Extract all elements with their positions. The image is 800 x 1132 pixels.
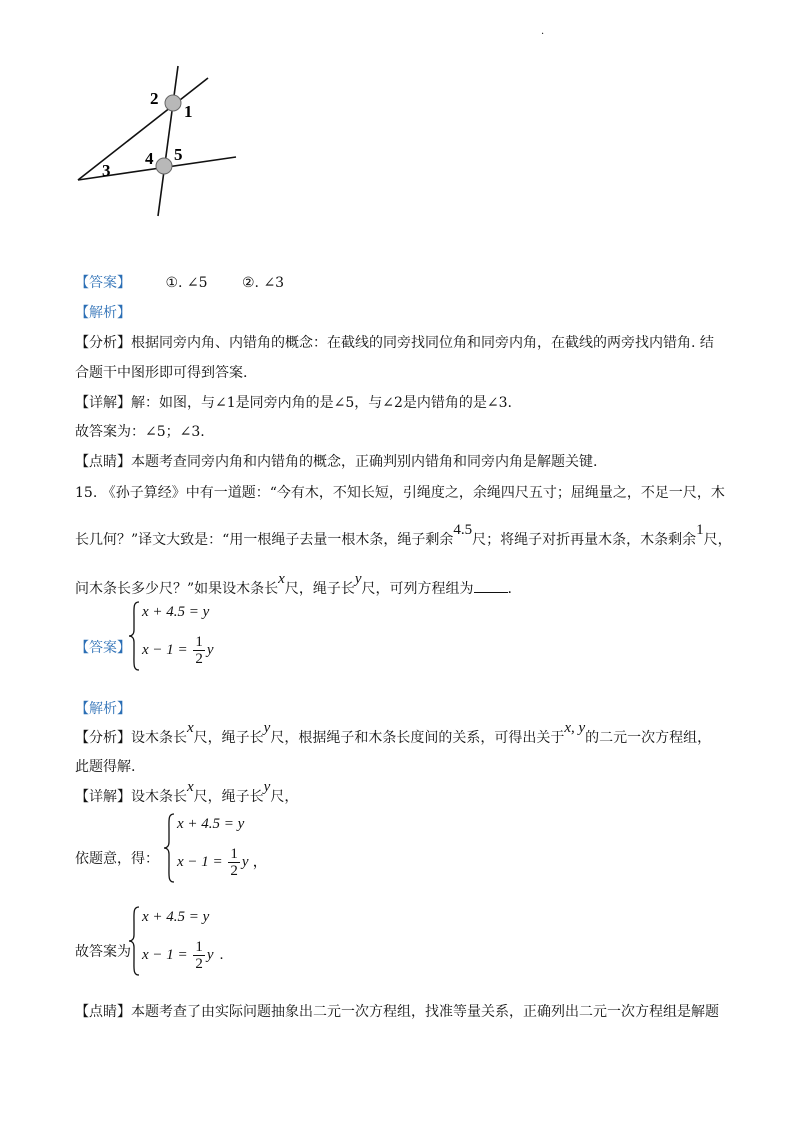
equation-2 xyxy=(177,846,268,879)
q15-fenxi-d: 的二元一次方程组， xyxy=(585,730,712,746)
fenxi-tag: 【分析】 xyxy=(75,335,131,351)
q15-line1: 15. 《孙子算经》中有一道题：“今有木，不知长短，引绳度之，余绳四尺五寸；屈绳量之，不足一尺，木 xyxy=(75,485,725,501)
var-xy: x, y xyxy=(564,720,586,736)
q15-dianjing-text: 本题考查了由实际问题抽象出二元一次方程组，找准等量关系，正确列出二元一次方程组是解题 xyxy=(131,1004,719,1020)
eq2-num: 1 xyxy=(195,939,203,955)
eq2-den: 2 xyxy=(195,956,203,972)
angle-label-2: 2 xyxy=(150,89,159,108)
final-equation-system xyxy=(128,905,248,977)
q15-xiangjie-b: 尺，绳子长 xyxy=(193,789,264,805)
eq2-num: 1 xyxy=(230,846,238,862)
eq2-lhs: x − 1 = xyxy=(177,853,227,870)
eq2-var: y xyxy=(241,853,249,870)
var-y: y xyxy=(263,720,271,736)
q15-xiangjie xyxy=(75,779,299,806)
q15-line3-a: 问木条长多少尺？”如果设木条长 xyxy=(75,581,279,597)
dianjing-text: 本题考查同旁内角和内错角的概念，正确判别内错角和同旁内角是解题关键. xyxy=(131,454,598,470)
q15-line3 xyxy=(75,571,512,598)
q15-answer-tag: 【答案】 xyxy=(75,640,131,656)
q15-line3-b: 尺，绳子长 xyxy=(284,581,355,597)
q15-line2-a: 长几何？”译文大致是：“用一根绳子去量一根木条，绳子剩余 xyxy=(75,532,454,548)
q14-xiangjie xyxy=(75,394,512,412)
q15-xiangjie-tag: 【详解】 xyxy=(75,789,131,805)
eq2-lhs: x − 1 = xyxy=(142,641,192,658)
q15-fenxi-c: 尺，根据绳子和木条长度间的关系，可得出关于 xyxy=(270,730,565,746)
equation-1: x + 4.5 = y xyxy=(142,604,210,620)
equation-1: x + 4.5 = y xyxy=(142,909,210,925)
page-dot: . xyxy=(541,26,545,37)
angle-figure xyxy=(70,60,250,240)
eq2-den: 2 xyxy=(195,651,203,667)
answer-2: ②. ∠3 xyxy=(242,275,285,291)
var-y: y xyxy=(354,571,362,587)
brace-icon xyxy=(163,812,175,884)
q15-dianjing-tag: 【点睛】 xyxy=(75,1004,131,1020)
q15-fenxi-b: 尺，绳子长 xyxy=(193,730,264,746)
q14-fenxi-line2: 合题干中图形即可得到答案. xyxy=(75,365,248,381)
xiangjie-text: 解：如图，与∠1是同旁内角的是∠5，与∠2是内错角的是∠3. xyxy=(131,395,512,411)
q15-line3-period: . xyxy=(507,581,512,597)
eq2-var: y xyxy=(206,641,214,658)
yitiyi-label: 依题意，得： xyxy=(75,851,159,867)
q15-final-label: 故答案为 xyxy=(75,944,131,960)
q14-answer-row xyxy=(75,274,284,292)
eq2-lhs: x − 1 = xyxy=(142,946,192,963)
angle-label-4: 4 xyxy=(145,149,154,168)
eq2-den: 2 xyxy=(230,863,238,879)
analysis-tag: 【解析】 xyxy=(75,305,131,321)
q15-line3-c: 尺，可列方程组为 xyxy=(361,581,474,597)
answer-tag: 【答案】 xyxy=(75,275,131,291)
q15-xiangjie-a: 设木条长 xyxy=(131,789,187,805)
q15-xiangjie-c: 尺， xyxy=(270,789,299,805)
eq2-num: 1 xyxy=(195,634,203,650)
q15-line2 xyxy=(75,522,732,549)
q15-fenxi xyxy=(75,720,712,747)
angle-mark-lower xyxy=(156,158,172,174)
q15-value-4-5: 4.5 xyxy=(453,522,473,538)
dianjing-tag: 【点睛】 xyxy=(75,454,131,470)
q15-fenxi-tag: 【分析】 xyxy=(75,730,131,746)
q15-analysis-tag: 【解析】 xyxy=(75,701,131,717)
eq2-var: y xyxy=(206,946,214,963)
xiangjie-tag: 【详解】 xyxy=(75,395,131,411)
q15-dianjing xyxy=(75,1003,719,1021)
transversal-line xyxy=(158,66,178,216)
q15-fenxi-a: 设木条长 xyxy=(131,730,187,746)
brace-icon xyxy=(128,600,140,672)
q14-dianjing xyxy=(75,453,597,471)
q15-line2-e: 尺， xyxy=(703,532,732,548)
var-x: x xyxy=(187,720,194,736)
q14-final-answer: 故答案为：∠5；∠3. xyxy=(75,424,205,440)
angle-mark-upper xyxy=(165,95,181,111)
q15-line2-c: 尺；将绳子对折再量木条，木条剩余 xyxy=(472,532,697,548)
answer-1: ①. ∠5 xyxy=(165,275,208,291)
q14-fenxi-line1 xyxy=(75,334,714,352)
answer-equation-system xyxy=(128,600,248,672)
var-x: x xyxy=(278,571,285,587)
detail-equation-system xyxy=(163,812,283,884)
answer-blank xyxy=(474,578,508,593)
angle-label-3: 3 xyxy=(102,161,111,180)
q15-fenxi-line2: 此题得解. xyxy=(75,759,136,775)
angle-label-1: 1 xyxy=(184,102,193,121)
fenxi-text: 根据同旁内角、内错角的概念：在截线的同旁找同位角和同旁内角，在截线的两旁找内错角. 结 xyxy=(131,335,714,351)
equation-1: x + 4.5 = y xyxy=(177,816,245,832)
angle-label-5: 5 xyxy=(174,145,183,164)
eq2-period: . xyxy=(219,946,224,963)
var-y: y xyxy=(263,779,271,795)
brace-icon xyxy=(128,905,140,977)
q15-value-1: 1 xyxy=(696,522,704,538)
eq2-comma: ， xyxy=(252,853,268,870)
equation-2 xyxy=(142,939,223,972)
equation-2 xyxy=(142,634,214,667)
var-x: x xyxy=(187,779,194,795)
